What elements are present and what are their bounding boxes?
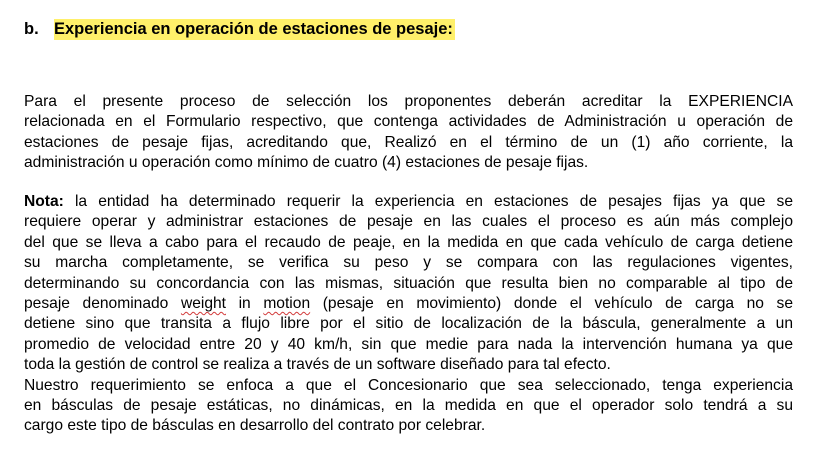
paragraph-line: estaciones de pesaje fijas, acreditando que, Realizó en el término de un (1) año corriente, la xyxy=(24,133,793,151)
requirement-paragraph xyxy=(24,92,793,174)
section-marker: b. xyxy=(24,20,39,38)
paragraph-line xyxy=(24,192,793,212)
text-fragment: in xyxy=(226,295,264,313)
text-fragment: pesaje denominado xyxy=(24,295,181,313)
spellcheck-flagged-word: motion xyxy=(263,295,311,313)
paragraph-line xyxy=(24,294,793,314)
note-text: la entidad ha determinado requerir la experiencia en estaciones de pesajes fijas ya que se xyxy=(63,193,793,210)
section-title-highlighted: Experiencia en operación de estaciones de pesaje: xyxy=(54,20,453,38)
paragraph-line: toda la gestión de control se realiza a través de un software diseñado para tal efecto. xyxy=(24,356,611,374)
note-label: Nota: xyxy=(24,193,64,210)
paragraph-line: detiene sino que transita a flujo libre por el sitio de localización de la báscula, generalmente a un xyxy=(24,315,793,333)
paragraph-line: determinando su concordancia con las mismas, situación que resulta bien no comparable al tipo de xyxy=(24,274,793,292)
paragraph-line: relacionada en el Formulario respectivo, que contenga actividades de Administración u operación de xyxy=(24,113,793,131)
paragraph-line: Nuestro requerimiento se enfoca a que el Concesionario que sea seleccionado, tenga experiencia xyxy=(24,376,793,394)
paragraph-line: del que se lleva a cabo para el recaudo de peaje, en la medida en que cada vehículo de carga detiene xyxy=(24,233,793,251)
paragraph-line: administración u operación como mínimo de cuatro (4) estaciones de pesaje fijas. xyxy=(24,154,589,172)
text-fragment: (pesaje en movimiento) donde el vehículo de carga no se xyxy=(310,295,794,313)
paragraph-line: en básculas de pesaje estáticas, no dinámicas, en la medida en que el operador solo tendrá a su xyxy=(24,397,793,415)
note-paragraph xyxy=(24,192,793,437)
paragraph-line: promedio de velocidad entre 20 y 40 km/h, sin que medie para nada la intervención humana ya que xyxy=(24,335,793,353)
spellcheck-flagged-word: weight xyxy=(180,295,227,313)
paragraph-line: Para el presente proceso de selección los proponentes deberán acreditar la EXPERIENCIA xyxy=(24,93,793,110)
paragraph-line: requiere operar y administrar estaciones de pesaje en las cuales el proceso es aún más complejo xyxy=(24,213,793,231)
paragraph-line: su marcha completamente, se verifica su peso y se compara con las regulaciones vigentes, xyxy=(24,254,793,272)
paragraph-line: cargo este tipo de básculas en desarrollo del contrato por celebrar. xyxy=(24,417,486,435)
section-heading xyxy=(24,17,455,41)
